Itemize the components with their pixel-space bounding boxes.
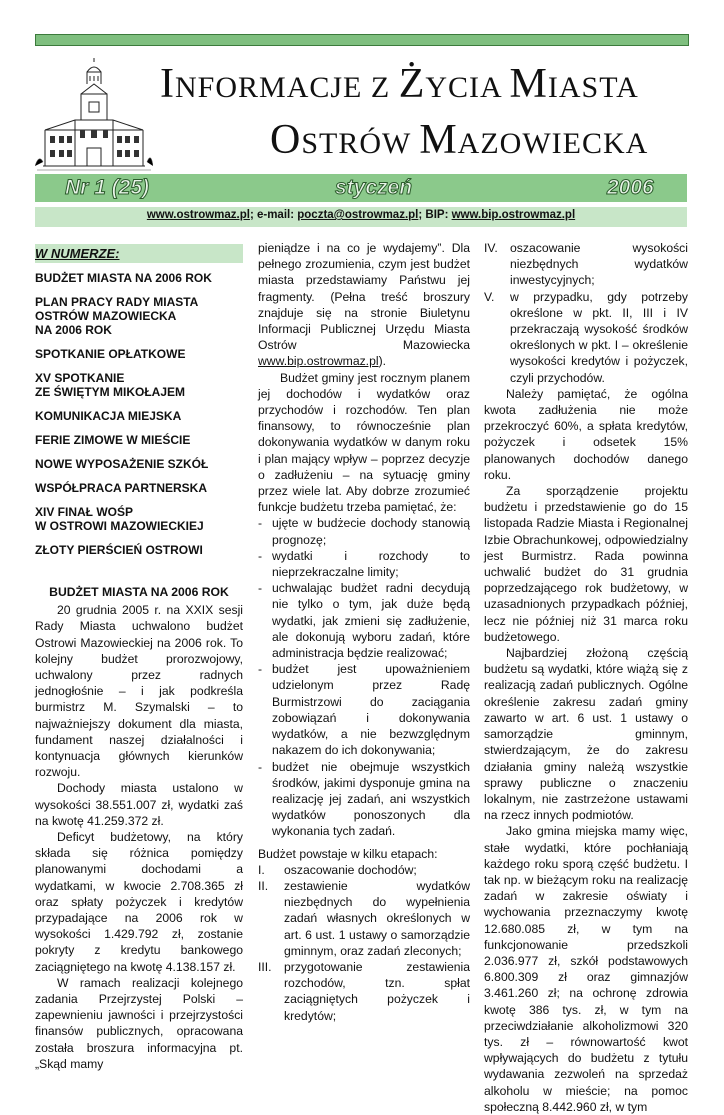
paragraph: Najbardziej złożoną częścią budżetu są wydatki, które wiążą się z realizacją zadań publicznych. Ogólne określenie zakresu zadań gminy zawarto w art. 6 ust. 1 ustawy o samorządzie gminnym, stwierdzającym, że do zakresu działania gminy należą wszystkie sprawy publiczne o znaczeniu lokalnym, nie zastrzeżone ustawami na rzecz innych podmiotów. (484, 646, 688, 823)
website-link[interactable]: www.ostrowmaz.pl (146, 209, 250, 221)
bullet-item: - uchwalając budżet radni decydują nie tylko o tym, jak duże będą wydatki, jak zmieni się zadłużenie, ale dokonują wyboru zadań, które administracja będzie realizować; (258, 581, 470, 661)
masthead-title-line1: INFORMACJE Z ŻYCIA MIASTA (160, 61, 639, 107)
in-this-issue-heading: W NUMERZE: (35, 244, 243, 263)
toc-item: ZŁOTY PIERŚCIEŃ OSTROWI (35, 543, 203, 557)
top-green-bar (35, 34, 689, 46)
bullet-item: - budżet nie obejmuje wszystkich środków, jakimi dysponuje gmina na realizację jej zadań, ani wszystkich wydatków ponoszonych dla wykonania tych zadań. (258, 759, 470, 839)
paragraph: 20 grudnia 2005 r. na XXIX sesji Rady Miasta uchwalono budżet Ostrowi Mazowieckiej na 2006 rok. To kolejny budżet prorozwojowy, uchwalony przez radnych jednogłośnie – i jak podkreśla burmistrz M. Szymalski – to najważniejszy dokument dla miasta, fundament naszej działalności i kontynuacja głównych kierunków rozwoju. (35, 603, 243, 780)
paragraph: Budżet gminy jest rocznym planem jej dochodów i wydatków oraz przychodów i rozchodów. Ten plan finansowy, to równocześnie plan dokonywania wydatków w danym roku i plan mający wpływ – poprzez decyzje o zadłużeniu – na sytuację gminy przez wiele lat. Aby dobrze zrozumieć funkcje budżetu trzeba pamiętać, że: (258, 370, 470, 515)
toc-item: XIV FINAŁ WOŚP W OSTROWI MAZOWIECKIEJ (35, 505, 204, 533)
bip-inline-link[interactable]: www.bip.ostrowmaz.pl (258, 354, 379, 369)
issue-year: 2006 (607, 176, 654, 199)
toc-item: FERIE ZIMOWE W MIEŚCIE (35, 433, 191, 447)
paragraph: Deficyt budżetowy, na który składa się różnica pomiędzy planowanymi dochodami a wydatkami, w kwocie 2.708.365 zł oraz spłaty pożyczek i kredytów przypadające na 2006 rok w wysokości 1.429.792 zł, zostanie pokryty z kredytu bankowego zaciągniętego na kwotę 4.138.157 zł. (35, 830, 243, 974)
paragraph: W ramach realizacji kolejnego zadania Przejrzystej Polski – zapewnieniu jawności i przejrzystości finansów publicznych, opracowana została broszura informacyjna pt. „Skąd mamy (35, 975, 243, 1071)
stage-item: IV. oszacowanie wysokości niezbędnych wydatków inwestycyjnych; (484, 241, 688, 288)
issue-month: styczeń (335, 176, 413, 199)
issue-bar (35, 174, 687, 202)
in-this-issue-box (35, 244, 243, 562)
toc-item: KOMUNIKACJA MIEJSKA (35, 409, 182, 423)
bullet-item: - wydatki i rozchody to nieprzekraczalne limity; (258, 548, 470, 580)
issue-number: Nr 1 (25) (65, 176, 150, 199)
toc-item: NOWE WYPOSAŻENIE SZKÓŁ (35, 457, 209, 471)
article-column-3 (484, 240, 688, 1115)
bullet-item: - ujęte w budżecie dochody stanowią prognozę; (258, 516, 470, 547)
paragraph: Dochody miasta ustalono w wysokości 38.551.007 zł, wydatki zaś na kwotę 41.259.372 zł. (35, 781, 243, 828)
masthead-title-line2: OSTRÓW MAZOWIECKA (270, 117, 649, 163)
town-hall-building-icon (35, 58, 153, 173)
email-link[interactable]: poczta@ostrowmaz.pl (297, 209, 419, 221)
contact-links-bar: www.ostrowmaz.pl; e-mail: poczta@ostrowmaz.pl; BIP: www.bip.ostrowmaz.pl (35, 207, 687, 227)
article-title: BUDŻET MIASTA NA 2006 ROK (49, 585, 229, 599)
toc-item: WSPÓŁPRACA PARTNERSKA (35, 481, 208, 495)
paragraph: Jako gmina miejska mamy więc, stałe wydatki, które pochłaniają każdego roku sporą część budżetu. I tak np. w bieżącym roku na realizację zadań w zakresie oświaty i wychowania przeznaczymy kwotę 12.680.085 zł, w tym na funkcjonowanie przedszkoli 2.036.977 zł, szkół podstawowych 6.800.309 zł oraz gimnazjów 3.461.260 zł; na ochronę zdrowia kwotę 386 tys. zł, w tym na przeciwdziałanie alkoholizmowi 320 tys. zł – równowartość kwot wpływających do budżetu z tytułu wydawania zezwoleń na sprzedaż alkoholu w mieście; na pomoc społeczną 8.442.960 zł, w tym (484, 824, 688, 1114)
toc-item: SPOTKANIE OPŁATKOWE (35, 347, 186, 361)
stage-item: V. w przypadku, gdy potrzeby określone w pkt. II, III i IV przekraczają wysokość środków określonych w pkt. I – określenie wysokości kredytów i pożyczek, czyli przychodów. (484, 289, 688, 385)
toc-item: XV SPOTKANIE ZE ŚWIĘTYM MIKOŁAJEM (35, 371, 185, 399)
paragraph: pieniądze i na co je wydajemy”. Dla pełnego zrozumienia, czym jest budżet miasta przedstawiamy Państwu jej fragmenty. (Pełna treść broszury znajduje się na stronie Biuletynu Informacji Publicznej Urzędu Miasta Ostrów Mazowiecka www.bip.ostrowmaz.pl). (258, 241, 470, 369)
toc-item: BUDŻET MIASTA NA 2006 ROK (35, 271, 212, 285)
paragraph: Za sporządzenie projektu budżetu i przedstawienie go do 15 listopada Radzie Miasta i Regionalnej Izbie Obrachunkowej, odpowiedzialny jest Burmistrz. Rada powinna uchwalić budżet do 31 grudnia poprzedzającego rok budżetowy, w uzasadnionych przypadkach później, lecz nie później niż 31 marca roku budżetowego. (484, 484, 688, 644)
stage-item: II. zestawienie wydatków niezbędnych do wypełnienia zadań własnych określonych w art. 6 ust. 1 ustawy o samorządzie gminnym, oraz zadań zleconych; (258, 878, 470, 958)
stage-item: III. przygotowanie zestawienia rozchodów, tzn. spłat zaciągniętych pożyczek i kredytów; (258, 959, 470, 1023)
bullet-item: - budżet jest upoważnieniem udzielonym przez Radę Burmistrzowi do zaciągania zobowiązań i dokonywania wydatków, a nie bezwzględnym nakazem do ich dokonywania; (258, 662, 470, 758)
paragraph: Budżet powstaje w kilku etapach: (258, 846, 438, 861)
toc-item: PLAN PRACY RADY MIASTA OSTRÓW MAZOWIECKA NA 2006 ROK (35, 295, 199, 337)
bip-link[interactable]: www.bip.ostrowmaz.pl (451, 209, 576, 221)
article-column-2 (258, 240, 470, 1024)
paragraph: Należy pamiętać, że ogólna kwota zadłużenia nie może przekroczyć 60%, a spłata kredytów, pożyczek i odsetek 15% planowanych dochodów danego roku. (484, 386, 688, 482)
stage-item: I. oszacowanie dochodów; (258, 862, 417, 877)
article-column-1 (35, 584, 243, 1072)
